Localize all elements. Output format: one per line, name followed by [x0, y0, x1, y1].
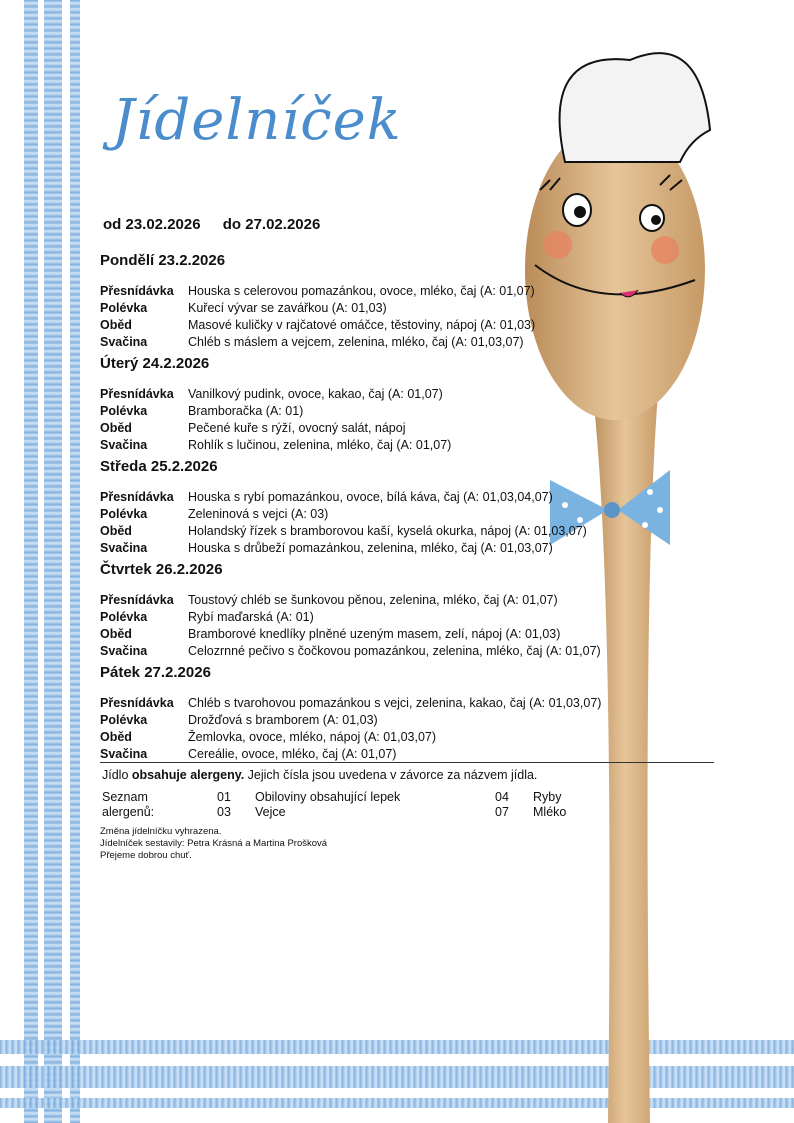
meal-row — [100, 746, 660, 763]
allergen-code: 04 — [495, 790, 509, 804]
meal-label: Přesnídávka — [100, 696, 174, 710]
meal-label: Oběd — [100, 524, 132, 538]
date-to: do 27.02.2026 — [222, 216, 321, 233]
day-section — [100, 664, 660, 763]
meal-text: Houska s celerovou pomazánkou, ovoce, mléko, čaj (A: 01,07) — [188, 284, 535, 298]
meal-text: Cereálie, ovoce, mléko, čaj (A: 01,07) — [188, 747, 397, 761]
meal-label: Oběd — [100, 730, 132, 744]
meal-row — [100, 317, 660, 334]
allergen-note-post: Jejich čísla jsou uvedena v závorce za názvem jídla. — [244, 768, 538, 782]
meal-label: Přesnídávka — [100, 593, 174, 607]
meal-row — [100, 386, 660, 403]
meal-text: Pečené kuře s rýží, ovocný salát, nápoj — [188, 421, 406, 435]
meal-row — [100, 489, 660, 506]
day-section — [100, 355, 660, 454]
footnote-line: Jídelníček sestavily: Petra Krásná a Martina Prošková — [100, 838, 328, 849]
border-stripe-left-3 — [70, 0, 80, 1123]
footnote-line: Přejeme dobrou chuť. — [100, 850, 192, 861]
meal-row — [100, 506, 660, 523]
meal-text: Bramborové knedlíky plněné uzeným masem, zelí, nápoj (A: 01,03) — [188, 627, 561, 641]
day-heading: Čtvrtek 26.2.2026 — [100, 561, 223, 578]
divider — [100, 762, 714, 763]
meal-label: Oběd — [100, 627, 132, 641]
meal-label: Svačina — [100, 644, 148, 658]
meal-row — [100, 729, 660, 746]
meal-text: Chléb s máslem a vejcem, zelenina, mléko, čaj (A: 01,03,07) — [188, 335, 524, 349]
meal-text: Zeleninová s vejci (A: 03) — [188, 507, 329, 521]
page-title: Jídelníček — [112, 88, 402, 153]
meal-row — [100, 540, 660, 557]
meal-text: Celozrnné pečivo s čočkovou pomazánkou, zelenina, mléko, čaj (A: 01,07) — [188, 644, 601, 658]
day-heading: Pátek 27.2.2026 — [100, 664, 211, 681]
day-heading: Pondělí 23.2.2026 — [100, 252, 226, 269]
allergen-note-bold: obsahuje alergeny. — [131, 768, 245, 782]
meal-row — [100, 437, 660, 454]
allergen-code: 07 — [495, 805, 509, 819]
meal-text: Holandský řízek s bramborovou kaší, kyselá okurka, nápoj (A: 01,03,07) — [188, 524, 587, 538]
footnotes — [100, 826, 327, 862]
meal-label: Oběd — [100, 421, 132, 435]
meal-row — [100, 334, 660, 351]
meal-row — [100, 403, 660, 420]
border-stripe-left-2 — [44, 0, 62, 1123]
meal-text: Rohlík s lučinou, zelenina, mléko, čaj (A: 01,07) — [188, 438, 452, 452]
meal-row — [100, 523, 660, 540]
date-from: od 23.02.2026 — [103, 216, 201, 233]
border-stripe-left-1 — [24, 0, 38, 1123]
allergen-name: Vejce — [255, 805, 286, 819]
allergen-name: Ryby — [533, 790, 562, 804]
day-section — [100, 252, 660, 351]
meal-row — [100, 609, 660, 626]
day-section — [100, 561, 660, 660]
allergen-code: 01 — [217, 790, 231, 804]
meal-label: Svačina — [100, 438, 148, 452]
meal-label: Přesnídávka — [100, 284, 174, 298]
allergen-name: Mléko — [533, 805, 567, 819]
meal-text: Chléb s tvarohovou pomazánkou s vejci, zelenina, kakao, čaj (A: 01,03,07) — [188, 696, 602, 710]
meal-text: Masové kuličky v rajčatové omáčce, těstoviny, nápoj (A: 01,03) — [188, 318, 536, 332]
meal-row — [100, 592, 660, 609]
meal-label: Polévka — [100, 507, 148, 521]
meal-label: Polévka — [100, 713, 148, 727]
meal-label: Přesnídávka — [100, 490, 174, 504]
meal-text: Bramboračka (A: 01) — [188, 404, 304, 418]
meal-row — [100, 300, 660, 317]
meal-text: Houska s drůbeží pomazánkou, zelenina, mléko, čaj (A: 01,03,07) — [188, 541, 553, 555]
meal-label: Svačina — [100, 335, 148, 349]
meal-row — [100, 695, 660, 712]
meal-text: Vanilkový pudink, ovoce, kakao, čaj (A: 01,07) — [188, 387, 443, 401]
meal-label: Přesnídávka — [100, 387, 174, 401]
meal-label: Svačina — [100, 541, 148, 555]
meal-text: Žemlovka, ovoce, mléko, nápoj (A: 01,03,07) — [188, 730, 437, 744]
meal-row — [100, 626, 660, 643]
meal-text: Drožďová s bramborem (A: 01,03) — [188, 713, 378, 727]
meal-text: Kuřecí vývar se zavářkou (A: 01,03) — [188, 301, 387, 315]
meal-text: Rybí maďarská (A: 01) — [188, 610, 314, 624]
meal-row — [100, 643, 660, 660]
meal-label: Svačina — [100, 747, 148, 761]
meal-text: Houska s rybí pomazánkou, ovoce, bílá káva, čaj (A: 01,03,04,07) — [188, 490, 553, 504]
meal-text: Toustový chléb se šunkovou pěnou, zelenina, mléko, čaj (A: 01,07) — [188, 593, 558, 607]
day-heading: Úterý 24.2.2026 — [100, 355, 210, 372]
meal-label: Polévka — [100, 404, 148, 418]
meal-row — [100, 420, 660, 437]
meal-label: Polévka — [100, 301, 148, 315]
meal-row — [100, 712, 660, 729]
allergen-note — [102, 768, 537, 782]
day-heading: Středa 25.2.2026 — [100, 458, 218, 475]
date-range — [103, 216, 338, 233]
allergen-note-pre: Jídlo — [102, 768, 132, 782]
allergen-list-label: Seznam alergenů: — [102, 790, 155, 819]
allergen-code: 03 — [217, 805, 231, 819]
meal-label: Polévka — [100, 610, 148, 624]
allergen-name: Obiloviny obsahující lepek — [255, 790, 401, 804]
footnote-line: Změna jídelníčku vyhrazena. — [100, 826, 222, 837]
meal-label: Oběd — [100, 318, 132, 332]
meal-row — [100, 283, 660, 300]
day-section — [100, 458, 660, 557]
